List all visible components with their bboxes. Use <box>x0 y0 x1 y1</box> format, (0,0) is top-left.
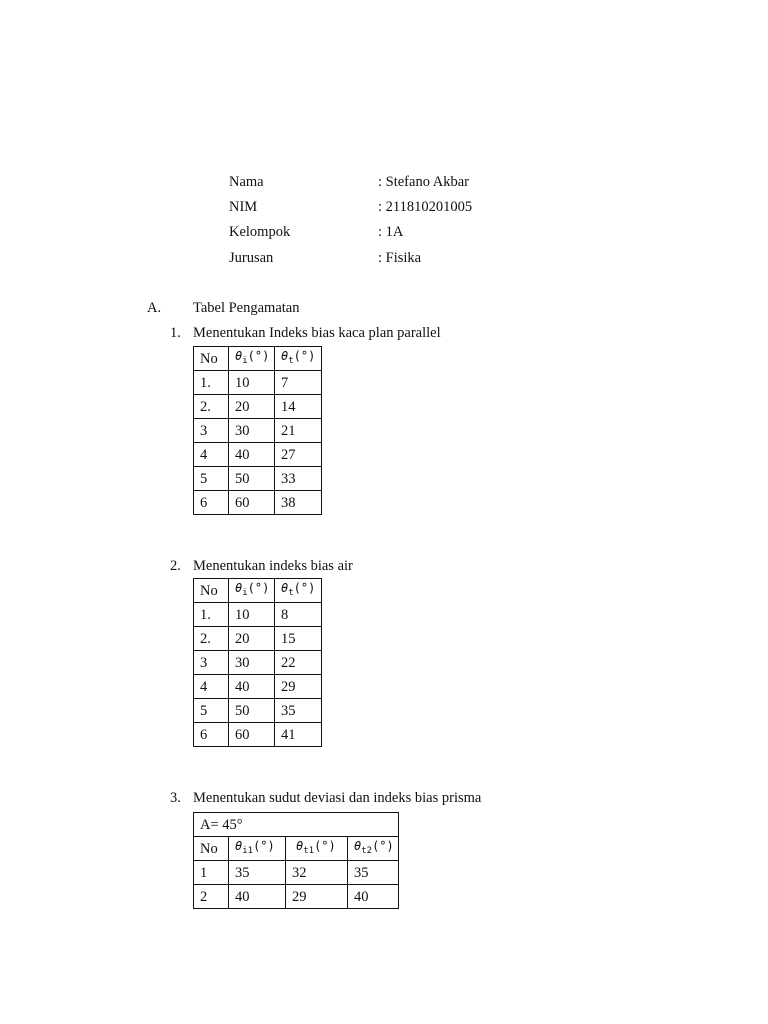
value-kelompok: : 1A <box>378 224 404 240</box>
table-row <box>194 467 322 491</box>
cell-theta-i: 40 <box>229 443 275 467</box>
cell-theta-i: 20 <box>229 395 275 419</box>
table-row <box>194 443 322 467</box>
header-theta-t: $\theta_t(^\circ)$ <box>275 347 322 371</box>
cell-no: 2 <box>194 885 229 909</box>
header-theta-i: $\theta_i(^\circ)$ <box>229 579 275 603</box>
cell-theta-i: 30 <box>229 419 275 443</box>
prism-angle: A= 45° <box>194 813 399 837</box>
cell-theta-t: 33 <box>275 467 322 491</box>
label-kelompok: Kelompok <box>229 224 291 240</box>
cell-theta-i: 50 <box>229 467 275 491</box>
table-header-row <box>194 347 322 371</box>
subsection-3-number: 3. <box>170 790 181 806</box>
value-nim: : 211810201005 <box>378 199 473 215</box>
table-row <box>194 723 322 747</box>
cell-theta-t: 21 <box>275 419 322 443</box>
cell-theta-i1: 35 <box>229 861 286 885</box>
table-kaca-plan-parallel <box>193 346 322 515</box>
cell-theta-t: 29 <box>275 675 322 699</box>
header-theta-i: $\theta_i(^\circ)$ <box>229 347 275 371</box>
cell-no: 4 <box>194 443 229 467</box>
cell-no: 2. <box>194 627 229 651</box>
cell-theta-i1: 40 <box>229 885 286 909</box>
table-row <box>194 419 322 443</box>
table-row <box>194 491 322 515</box>
cell-theta-t2: 35 <box>348 861 399 885</box>
section-letter: A. <box>147 300 162 316</box>
table-row <box>194 395 322 419</box>
cell-theta-t: 7 <box>275 371 322 395</box>
header-no: No <box>194 837 229 861</box>
header-theta-i1: $\theta_{i1}(^\circ)$ <box>229 837 286 861</box>
header-no: No <box>194 347 229 371</box>
cell-no: 4 <box>194 675 229 699</box>
cell-no: 6 <box>194 491 229 515</box>
value-nama: : Stefano Akbar <box>378 174 470 190</box>
cell-theta-t: 22 <box>275 651 322 675</box>
header-theta-t1: $\theta_{t1}(^\circ)$ <box>286 837 348 861</box>
cell-theta-t: 41 <box>275 723 322 747</box>
table-row <box>194 861 399 885</box>
header-no: No <box>194 579 229 603</box>
cell-theta-t1: 29 <box>286 885 348 909</box>
cell-theta-t: 8 <box>275 603 322 627</box>
cell-theta-i: 30 <box>229 651 275 675</box>
cell-theta-t: 35 <box>275 699 322 723</box>
table-row <box>194 371 322 395</box>
cell-theta-i: 60 <box>229 723 275 747</box>
table-row <box>194 603 322 627</box>
table-header-row <box>194 579 322 603</box>
table-header-row <box>194 837 399 861</box>
cell-theta-i: 50 <box>229 699 275 723</box>
cell-no: 1 <box>194 861 229 885</box>
table-indeks-bias-air <box>193 578 322 747</box>
cell-no: 2. <box>194 395 229 419</box>
subsection-1-number: 1. <box>170 325 181 341</box>
cell-theta-i: 10 <box>229 603 275 627</box>
cell-theta-i: 20 <box>229 627 275 651</box>
label-nim: NIM <box>229 199 258 215</box>
table-caption-row <box>194 813 399 837</box>
header-theta-t: $\theta_t(^\circ)$ <box>275 579 322 603</box>
table-row <box>194 651 322 675</box>
cell-theta-i: 40 <box>229 675 275 699</box>
table-row <box>194 675 322 699</box>
subsection-1-title: Menentukan Indeks bias kaca plan parallel <box>193 325 441 341</box>
cell-no: 3 <box>194 419 229 443</box>
cell-no: 6 <box>194 723 229 747</box>
table-prisma <box>193 812 399 909</box>
cell-no: 1. <box>194 603 229 627</box>
cell-theta-t: 14 <box>275 395 322 419</box>
value-jurusan: : Fisika <box>378 250 422 266</box>
cell-theta-t: 38 <box>275 491 322 515</box>
cell-theta-t2: 40 <box>348 885 399 909</box>
cell-theta-i: 10 <box>229 371 275 395</box>
header-theta-t2: $\theta_{t2}(^\circ)$ <box>348 837 399 861</box>
section-title: Tabel Pengamatan <box>193 300 300 316</box>
table-row <box>194 627 322 651</box>
cell-theta-i: 60 <box>229 491 275 515</box>
subsection-2-title: Menentukan indeks bias air <box>193 558 353 574</box>
table-row <box>194 885 399 909</box>
cell-no: 5 <box>194 467 229 491</box>
cell-theta-t: 15 <box>275 627 322 651</box>
label-nama: Nama <box>229 174 264 190</box>
subsection-2-number: 2. <box>170 558 181 574</box>
cell-theta-t1: 32 <box>286 861 348 885</box>
table-row <box>194 699 322 723</box>
label-jurusan: Jurusan <box>229 250 274 266</box>
cell-no: 3 <box>194 651 229 675</box>
subsection-3-title: Menentukan sudut deviasi dan indeks bias prisma <box>193 790 482 806</box>
cell-no: 1. <box>194 371 229 395</box>
cell-no: 5 <box>194 699 229 723</box>
cell-theta-t: 27 <box>275 443 322 467</box>
